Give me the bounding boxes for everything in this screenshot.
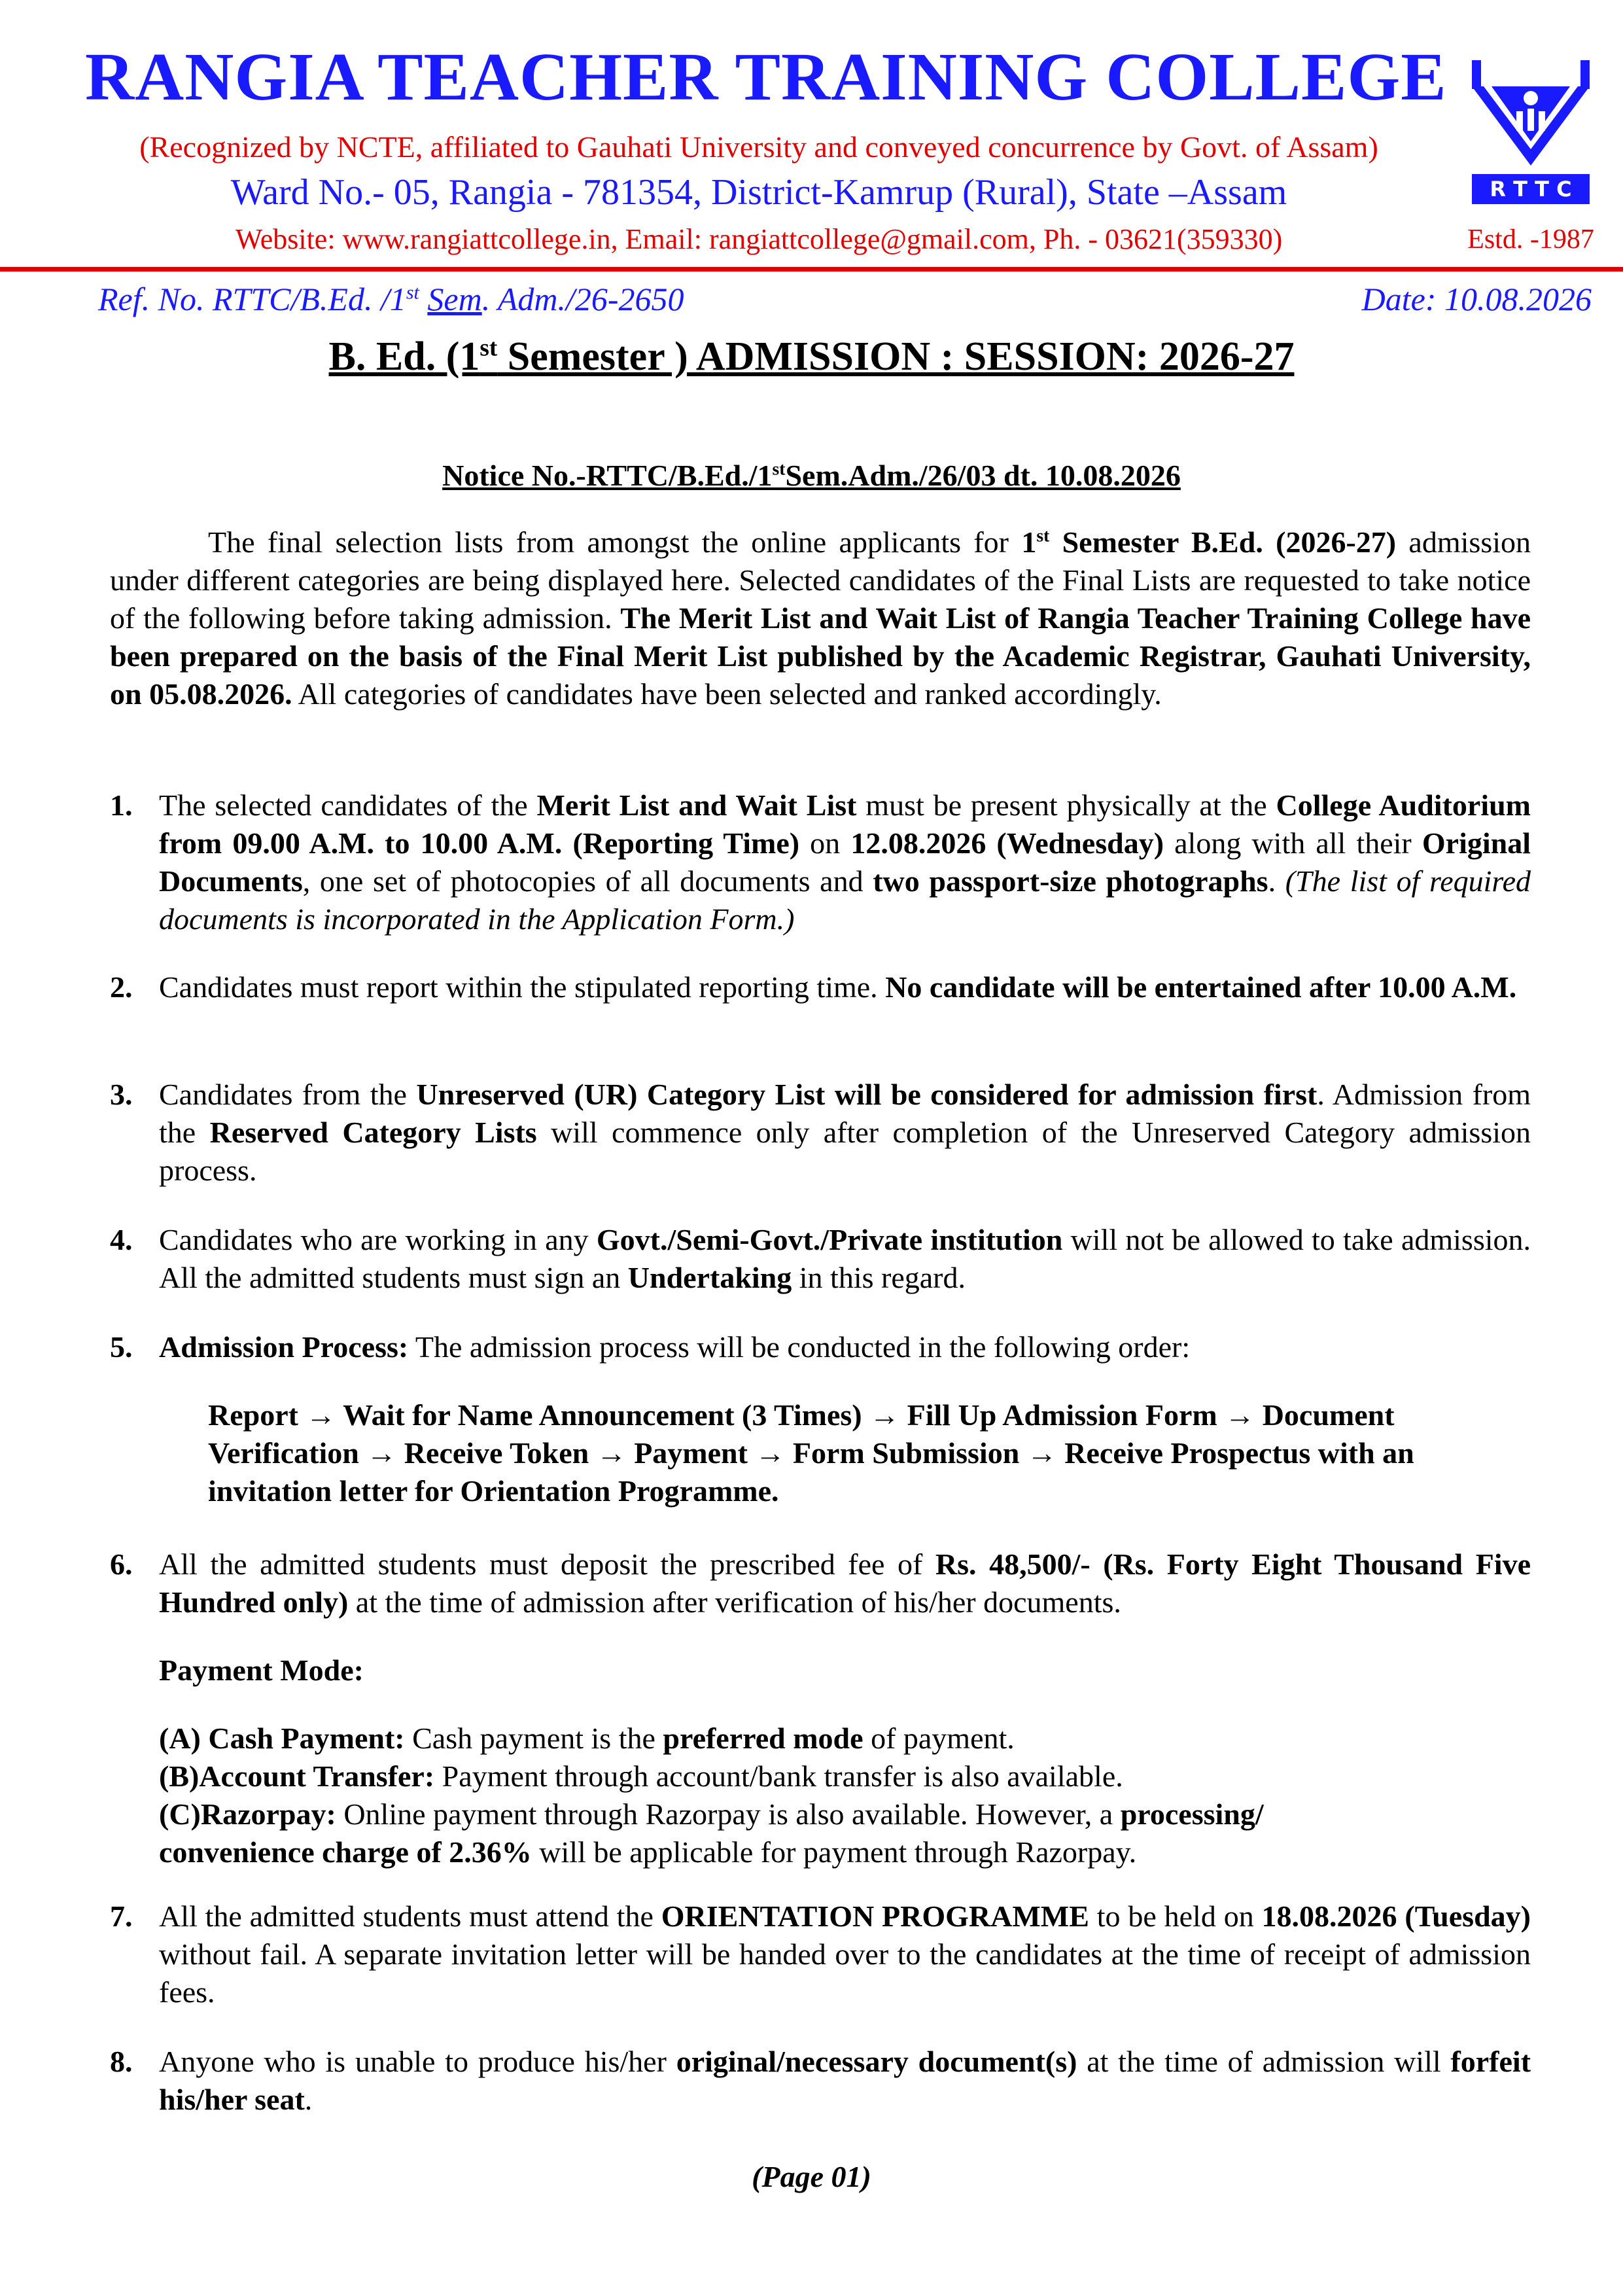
list-item: 8. Anyone who is unable to produce his/her original/necessary document(s) at the time of admission will forfeit his/her seat.	[110, 2045, 1531, 2116]
list-item: 1. The selected candidates of the Merit List and Wait List must be present physically at the College Auditorium from 09.00 A.M. to 10.00 A.M. (Reporting Time) on 12.08.2026 (Wednesday) along with all their Original Documents, one set of photocopies of all documents and two passport-size photographs. (The list of required documents is incorporated in the Application Form.)	[110, 788, 1531, 936]
notice-date: Date: 10.08.2026	[1361, 281, 1592, 317]
recognition-line: (Recognized by NCTE, affiliated to Gauhati University and conveyed concurrence by Govt. of Assam)	[139, 130, 1378, 164]
established-year: Estd. -1987	[1467, 224, 1594, 255]
payment-mode-heading: Payment Mode:	[159, 1653, 364, 1687]
college-name: RANGIA TEACHER TRAINING COLLEGE	[85, 39, 1447, 115]
intro-paragraph: The final selection lists from amongst the online applicants for 1st Semester B.Ed. (2026-27) admission under different categories are being displayed here. Selected candidates of the Final Lists are requested to take notice of the following before taking admission. The Merit List and Wait List of Rangia Teacher Training College have been prepared on the basis of the Final Merit List published by the Academic Registrar, Gauhati University, on 05.08.2026. All categories of candidates have been selected and ranked accordingly.	[110, 525, 1531, 711]
address-line: Ward No.- 05, Rangia - 781354, District-Kamrup (Rural), State –Assam	[230, 172, 1287, 213]
contact-line: Website: www.rangiattcollege.in, Email: rangiattcollege@gmail.com, Ph. - 03621(359330)	[235, 223, 1283, 255]
list-item: 6. All the admitted students must deposit the prescribed fee of Rs. 48,500/- (Rs. Forty Eight Thousand Five Hundred only) at the time of admission after verification of his/her documents. Payment Mode: (A) Cash Payment: Cash payment is the preferred mode of payment. (B)Account Transfer: Payment through account/bank transfer is also available. (C)Razorpay: Online payment through Razorpay is also available. However, a processing/ convenience charge of 2.36% will be applicable for payment through Razorpay.	[110, 1545, 1531, 1871]
list-item: 3. Candidates from the Unreserved (UR) Category List will be considered for admission first. Admission from the Reserved Category Lists will commence only after completion of the Unreserved Category admission process.	[110, 1078, 1531, 1187]
payment-option-transfer: (B)Account Transfer: Payment through account/bank transfer is also available.	[159, 1759, 1123, 1793]
list-item: 7. All the admitted students must attend the ORIENTATION PROGRAMME to be held on 18.08.2026 (Tuesday) without fail. A separate invitation letter will be handed over to the candidates at the time of receipt of admission fees.	[110, 1899, 1531, 2009]
header-divider	[0, 267, 1623, 272]
list-item: 5. Admission Process: The admission process will be conducted in the following order: Report → Wait for Name Announcement (3 Times) → Fill Up Admission Form → Document Verification → Receive Token → Payment → Form Submission → Receive Prospectus with an invitation letter for Orientation Programme.	[110, 1328, 1531, 1510]
payment-option-razorpay: (C)Razorpay: Online payment through Razorpay is also available. However, a processing/ convenience charge of 2.36% will be applicable for payment through Razorpay.	[159, 1797, 1264, 1869]
list-item: 4. Candidates who are working in any Govt./Semi-Govt./Private institution will not be allowed to take admission. All the admitted students must sign an Undertaking in this regard.	[110, 1223, 1531, 1294]
payment-option-cash: (A) Cash Payment: Cash payment is the preferred mode of payment.	[159, 1722, 1015, 1755]
logo-text: R T T C	[1490, 177, 1572, 202]
reference-number: Ref. No. RTTC/B.Ed. /1st Sem. Adm./26-2650	[98, 281, 684, 317]
page-number: (Page 01)	[752, 2160, 871, 2193]
page-title: B. Ed. (1st Semester ) ADMISSION : SESSION: 2026-27	[328, 334, 1295, 379]
list-item: 2. Candidates must report within the stipulated reporting time. No candidate will be entertained after 10.00 A.M.	[110, 970, 1517, 1004]
notice-number: Notice No.-RTTC/B.Ed./1stSem.Adm./26/03 dt. 10.08.2026	[442, 458, 1181, 492]
college-logo	[1465, 58, 1596, 208]
admission-process-flow: Report → Wait for Name Announcement (3 Times) → Fill Up Admission Form → Document Verification → Receive Token → Payment → Form Submission → Receive Prospectus with an invitation letter for Orientation Programme.	[208, 1398, 1414, 1508]
